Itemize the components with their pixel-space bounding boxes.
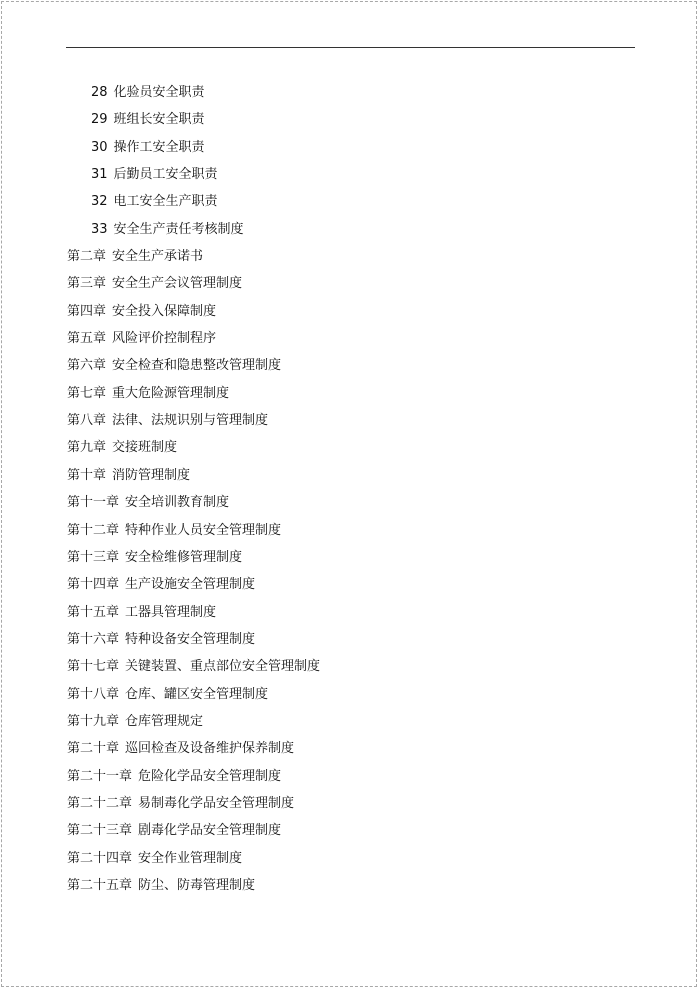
toc-chapter xyxy=(0,489,700,516)
toc-subitem-number: 29 xyxy=(91,112,108,128)
toc-chapter-number: 第六章 xyxy=(67,358,107,374)
toc-chapter-title: 安全作业管理制度 xyxy=(138,850,243,866)
toc-chapter-number: 第七章 xyxy=(67,385,107,401)
toc-chapter xyxy=(0,626,700,653)
toc-chapter-title: 安全检维修管理制度 xyxy=(125,549,243,565)
toc-chapter-title: 法律、法规识别与管理制度 xyxy=(112,413,269,429)
toc-subitem xyxy=(0,134,700,161)
toc-chapter xyxy=(0,872,700,899)
toc-chapter xyxy=(0,352,700,379)
toc-chapter-number: 第九章 xyxy=(67,440,107,456)
toc-chapter-title: 巡回检查及设备维护保养制度 xyxy=(125,741,295,757)
toc-chapter-title: 特种作业人员安全管理制度 xyxy=(125,522,282,538)
toc-subitem-number: 28 xyxy=(91,85,108,100)
toc-chapter-number: 第二十五章 xyxy=(67,877,133,893)
toc-chapter xyxy=(0,407,700,434)
toc-chapter-title: 工器具管理制度 xyxy=(125,604,217,620)
toc-subitem-title: 安全生产责任考核制度 xyxy=(113,221,244,237)
toc-chapter xyxy=(0,243,700,270)
toc-chapter-number: 第十章 xyxy=(67,467,107,483)
toc-chapter-title: 风险评价控制程序 xyxy=(112,331,217,347)
toc-chapter-number: 第十九章 xyxy=(67,713,120,729)
toc-chapter-number: 第十二章 xyxy=(67,522,120,538)
toc-chapter-title: 关键装置、重点部位安全管理制度 xyxy=(125,659,321,675)
toc-chapter xyxy=(0,653,700,680)
toc-chapter-number: 第三章 xyxy=(67,276,107,292)
toc-chapter-title: 仓库管理规定 xyxy=(125,713,204,729)
toc-chapter xyxy=(0,434,700,461)
header-rule xyxy=(66,47,635,48)
toc-subitem xyxy=(0,106,700,133)
toc-chapter xyxy=(0,298,700,325)
toc-subitem xyxy=(0,216,700,243)
toc-chapter-title: 交接班制度 xyxy=(112,440,178,456)
toc-chapter-title: 安全培训教育制度 xyxy=(125,495,230,511)
toc-subitem xyxy=(0,79,700,106)
toc-chapter xyxy=(0,325,700,352)
toc-chapter-title: 安全投入保障制度 xyxy=(112,303,217,319)
toc-chapter xyxy=(0,681,700,708)
toc-chapter-number: 第十五章 xyxy=(67,604,120,620)
toc-subitem-title: 操作工安全职责 xyxy=(113,139,205,155)
toc-chapter-number: 第十八章 xyxy=(67,686,120,702)
toc-subitem-number: 31 xyxy=(91,167,108,183)
toc-chapter-number: 第五章 xyxy=(67,331,107,347)
toc-chapter xyxy=(0,462,700,489)
toc-chapter xyxy=(0,270,700,297)
toc-chapter-title: 防尘、防毒管理制度 xyxy=(138,877,256,893)
toc-subitem xyxy=(0,161,700,188)
toc-chapter-number: 第十三章 xyxy=(67,549,120,565)
toc-chapter-number: 第八章 xyxy=(67,413,107,429)
toc-chapter xyxy=(0,380,700,407)
toc-subitem-title: 后勤员工安全职责 xyxy=(113,167,218,183)
toc-chapter-number: 第十六章 xyxy=(67,631,120,647)
toc-chapter-title: 安全检查和隐患整改管理制度 xyxy=(112,358,282,374)
toc-chapter-number: 第十七章 xyxy=(67,659,120,675)
toc-chapter-title: 消防管理制度 xyxy=(112,467,191,483)
toc-chapter-number: 第二章 xyxy=(67,249,107,265)
toc-subitem-title: 电工安全生产职责 xyxy=(113,194,218,210)
toc-chapter-title: 仓库、罐区安全管理制度 xyxy=(125,686,269,702)
toc-chapter-title: 易制毒化学品安全管理制度 xyxy=(138,795,295,811)
toc-chapter-number: 第十四章 xyxy=(67,577,120,593)
toc-subitem-number: 32 xyxy=(91,194,108,210)
toc-chapter xyxy=(0,735,700,762)
toc-chapter-title: 剧毒化学品安全管理制度 xyxy=(138,823,282,839)
toc-subitem-title: 化验员安全职责 xyxy=(113,85,205,100)
toc-chapter-number: 第二十一章 xyxy=(67,768,133,784)
toc-chapter xyxy=(0,790,700,817)
toc-chapter xyxy=(0,763,700,790)
toc-chapter-title: 重大危险源管理制度 xyxy=(112,385,230,401)
toc-chapter xyxy=(0,845,700,872)
toc-chapter-title: 安全生产会议管理制度 xyxy=(112,276,243,292)
toc-chapter xyxy=(0,599,700,626)
toc-chapter xyxy=(0,544,700,571)
toc-subitem xyxy=(0,188,700,215)
table-of-contents xyxy=(0,79,700,899)
toc-chapter-title: 特种设备安全管理制度 xyxy=(125,631,256,647)
toc-chapter-title: 生产设施安全管理制度 xyxy=(125,577,256,593)
toc-chapter-number: 第二十二章 xyxy=(67,795,133,811)
toc-chapter xyxy=(0,571,700,598)
toc-subitem-number: 33 xyxy=(91,221,108,237)
toc-chapter xyxy=(0,817,700,844)
toc-chapter-number: 第二十章 xyxy=(67,741,120,757)
toc-chapter-number: 第二十三章 xyxy=(67,823,133,839)
toc-chapter-number: 第十一章 xyxy=(67,495,120,511)
toc-chapter-number: 第四章 xyxy=(67,303,107,319)
toc-chapter xyxy=(0,708,700,735)
toc-chapter-number: 第二十四章 xyxy=(67,850,133,866)
toc-chapter-title: 安全生产承诺书 xyxy=(112,249,204,265)
toc-subitem-number: 30 xyxy=(91,139,108,155)
toc-chapter-title: 危险化学品安全管理制度 xyxy=(138,768,282,784)
toc-subitem-title: 班组长安全职责 xyxy=(113,112,205,128)
toc-chapter xyxy=(0,517,700,544)
